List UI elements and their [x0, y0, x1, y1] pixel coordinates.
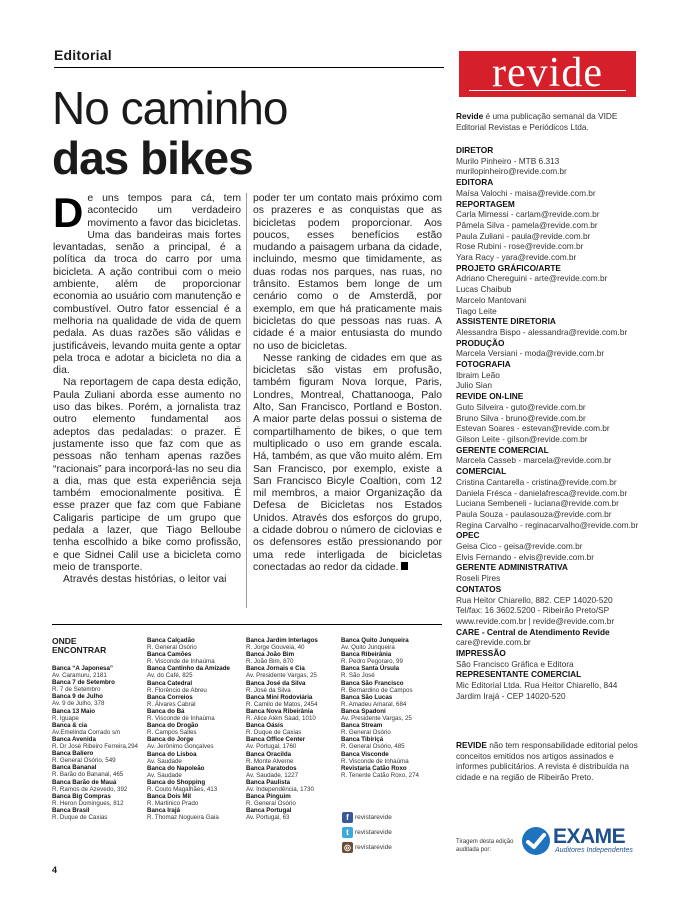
social-links: [342, 812, 392, 853]
staff-line: Maísa Valochi - maisa@revide.com.br: [456, 187, 596, 198]
exame-subtitle: Auditores Independentes: [555, 847, 633, 854]
revide-logo: [459, 51, 636, 97]
directory-entry: [246, 680, 338, 694]
directory-entry: [341, 751, 441, 765]
newsstand-name: Banca Visconde: [341, 750, 389, 758]
staff-heading: OPEC: [456, 530, 480, 541]
twitter-link[interactable]: t revistarevide: [342, 827, 392, 838]
directory-entry: [341, 651, 441, 665]
masthead-intro: Revide é uma publicação semanal da VIDE Editorial Revistas e Periódicos Ltda.: [456, 111, 618, 132]
staff-heading: PRODUÇÃO: [456, 337, 505, 348]
staff-line: Paula Souza - paulasouza@revide.com.br: [456, 508, 612, 519]
staff-line: Ibraim Leão: [456, 369, 500, 380]
page-number: 4: [52, 865, 58, 875]
staff-line: Roseli Pires: [456, 573, 501, 584]
newsstand-address: R. General Osório, 549: [52, 757, 116, 765]
article-column-1: [53, 189, 241, 587]
newsstand-address: Av. Saudade: [147, 771, 182, 779]
newsstand-address: R. João Bim, 870: [246, 658, 294, 666]
staff-line: Bruno Silva - bruno@revide.com.br: [456, 412, 586, 423]
directory-entry: [147, 765, 239, 779]
staff-line: Julio Sian: [456, 380, 492, 391]
directory-entry: [341, 637, 441, 651]
staff-line: www.revide.com.br | revide@revide.com.br: [456, 615, 615, 626]
staff-line: Daniela Frésca - danielafresca@revide.com.br: [456, 487, 628, 498]
newsstand-address: R. São José: [341, 672, 375, 680]
newsstand-address: R. Duque de Caxias: [246, 729, 302, 737]
newsstand-address: R. Tenente Catão Roxo, 274: [341, 771, 419, 779]
article-paragraph: Na reportagem de capa desta edição, Paula Zuliani aborda esse aumento no uso das bikes. Porém, a jornalista traz outro elemento fundamental aos adeptos das pedaladas: o prazer. É justamente isso que faz com que as pessoas não tenham apenas razões “racionais” para incorporá-las no seu dia a dia, mas que esta experiência seja também emocionalmente positiva. É esse prazer que faz com que Fabiane Caligaris participe de um grupo que pedala a lazer, que Tiago Belloube tenha escolhido a bike como profissão, e que Sidnei Calil use a bicicleta como meio de transporte.: [53, 377, 241, 573]
directory-entry: [147, 651, 239, 665]
staff-heading: REVIDE ON-LINE: [456, 391, 524, 402]
staff-line: Marcelo Mantovani: [456, 294, 527, 305]
section-label: Editorial: [54, 47, 112, 63]
newsstand-address: R. Visconde de Inhaúma: [147, 658, 215, 666]
staff-line: Carla Mimessi - carlam@revide.com.br: [456, 209, 600, 220]
directory-entry: [52, 722, 142, 736]
newsstand-name: Banca Dois Mil: [147, 793, 192, 801]
newsstand-name: Banca 7 de Setembro: [52, 679, 115, 687]
directory-entry: [147, 807, 239, 821]
newsstand-address: Av. Quito Junqueira: [341, 644, 395, 652]
newsstand-address: Av. Saudade, 1227: [246, 771, 299, 779]
staff-line: São Francisco Gráfica e Editora: [456, 658, 574, 669]
directory-entry: [147, 708, 239, 722]
directory-entry: [246, 765, 338, 779]
directory-entry: [147, 680, 239, 694]
staff-line: Tel/fax: 16 3602.5200 - Ribeirão Preto/SP: [456, 605, 610, 616]
newsstand-address: R. Florêncio de Abreu: [147, 686, 207, 694]
staff-line: Yara Racy - yara@revide.com.br: [456, 252, 577, 263]
twitter-icon: t: [342, 827, 353, 838]
newsstand-address: R. Iguape: [52, 714, 79, 722]
newsstand-name: Banca São Lucas: [341, 693, 393, 701]
directory-entry: [246, 694, 338, 708]
newsstand-name: Banca João Bim: [246, 651, 295, 659]
directory-column-1: [52, 665, 142, 821]
directory-entry: [147, 722, 239, 736]
directory-entry: [341, 736, 441, 750]
staff-line: Rose Rubini - rose@revide.com.br: [456, 241, 584, 252]
staff-line: Tiago Leite: [456, 305, 497, 316]
newsstand-name: Banca São Francisco: [341, 679, 404, 687]
directory-entry: [147, 637, 239, 651]
newsstand-name: Banca Quito Junqueira: [341, 637, 409, 644]
directory-entry: [147, 793, 239, 807]
newsstand-address: R. José da Silva: [246, 686, 291, 694]
newsstand-name: Banca Cantinho da Amizade: [147, 665, 230, 673]
newsstand-name: Banca & cia: [52, 721, 88, 729]
directory-column-3: [246, 637, 338, 821]
newsstand-address: R. Dr José Ribeiro Ferreira,294: [52, 743, 138, 751]
newsstand-address: R. Monte Alverne: [246, 757, 294, 765]
directory-entry: [341, 694, 441, 708]
newsstand-name: Banca Camões: [147, 651, 192, 659]
staff-line: Marcela Casseb - marcela@revide.com.br: [456, 455, 612, 466]
newsstand-address: R. Thomaz Nogueira Gaia: [147, 814, 219, 822]
staff-line: Alessandra Bispo - alessandra@revide.com.br: [456, 326, 628, 337]
directory-entry: [341, 665, 441, 679]
staff-heading: DIRETOR: [456, 145, 494, 155]
exame-wordmark: EXAME: [553, 825, 626, 848]
newsstand-name: Banca 13 Maio: [52, 707, 95, 715]
newsstand-address: Av. Caramuru, 2181: [52, 672, 107, 680]
newsstand-address: R. Bernardino de Campos: [341, 686, 413, 694]
directory-entry: [147, 779, 239, 793]
headline-line2: das bikes: [52, 132, 253, 184]
staff-list: [456, 145, 642, 702]
newsstand-address: R. Ramos de Azevedo, 392: [52, 785, 128, 793]
newsstand-address: Av. Saudade: [147, 757, 182, 765]
newsstand-address: R. Barão do Bananal, 465: [52, 771, 124, 779]
staff-line: Adriano Chereguini - arte@revide.com.br: [456, 273, 608, 284]
staff-heading: PROJETO GRÁFICO/ARTE: [456, 262, 561, 273]
staff-line: Estevan Soares - estevan@revide.com.br: [456, 423, 610, 434]
newsstand-name: Banca Barão de Mauá: [52, 778, 117, 786]
staff-heading: GERENTE COMERCIAL: [456, 444, 549, 455]
newsstand-name: Banca Paratodos: [246, 764, 297, 772]
disclaimer: REVIDE não tem responsabilidade editorial pelos conceitos emitidos nos artigos assinados e informes publicitários. A revista é distribuída na cidade e na região de Ribeirão Preto.: [456, 740, 638, 783]
newsstand-name: Banca Spadoni: [341, 707, 386, 715]
instagram-icon: ◎: [342, 842, 353, 853]
newsstand-address: R. 7 de Setembro: [52, 686, 101, 694]
newsstand-address: R. Visconde de Inhaúma: [341, 757, 409, 765]
directory-column-4: [341, 637, 441, 779]
article-paragraph: Através destas histórias, o leitor vai: [63, 574, 227, 586]
newsstand-name: Banca Jornais e Cia: [246, 665, 305, 673]
newsstand-name: Banca Calçadão: [147, 637, 195, 644]
end-mark-icon: [401, 562, 408, 570]
staff-line: murilopinheiro@revide.com.br: [456, 166, 567, 177]
newsstand-address: Av. Portugal, 1760: [246, 743, 297, 751]
facebook-icon: f: [342, 812, 353, 823]
directory-rule: [52, 624, 442, 625]
newsstand-address: Av. 9 de Julho, 378: [52, 700, 105, 708]
newsstand-address: R. Duque de Caxias: [52, 813, 108, 821]
staff-heading: REPRESENTANTE COMERCIAL: [456, 669, 582, 680]
newsstand-name: Banca Catedral: [147, 679, 193, 687]
staff-heading: EDITORA: [456, 177, 494, 188]
audit-note: Tiragem desta edição auditada por:: [456, 839, 514, 853]
directory-entry: [341, 708, 441, 722]
staff-heading: FOTOGRAFIA: [456, 359, 511, 370]
newsstand-address: R. Couto Magalhães, 413: [147, 785, 218, 793]
directory-entry: [147, 694, 239, 708]
staff-line: Regina Carvalho - reginacarvalho@revide.com.br: [456, 519, 639, 530]
logo-underline: [469, 90, 626, 91]
staff-line: Jardim Irajá - CEP 14020-520: [456, 690, 566, 701]
newsstand-name: Banca do Shopping: [147, 778, 206, 786]
newsstand-name: Banca Brasil: [52, 806, 90, 814]
directory-entry: [246, 736, 338, 750]
staff-heading: REPORTAGEM: [456, 198, 515, 209]
newsstand-name: Banca do Bá: [147, 707, 185, 715]
instagram-link[interactable]: ◎ revistarevide: [344, 843, 392, 852]
newsstand-name: Banca José da Silva: [246, 679, 306, 687]
directory-entry: [246, 708, 338, 722]
directory-entry: [52, 693, 142, 707]
directory-entry: [246, 722, 338, 736]
staff-line: Murilo Pinheiro - MTB 6.313: [456, 155, 560, 166]
staff-line: Cristina Cantarella - cristina@revide.com.br: [456, 476, 617, 487]
directory-entry: [52, 736, 142, 750]
article-column-2: [253, 193, 442, 574]
newsstand-name: Banca Stream: [341, 722, 383, 730]
newsstand-address: R. Heron Domingues, 812: [52, 799, 124, 807]
directory-entry: [341, 765, 441, 779]
newsstand-address: R. General Osório, 485: [341, 743, 405, 751]
newsstand-address: Av. Jerônimo Gonçalves: [147, 743, 214, 751]
newsstand-address: Av.Emelinda Corrado s/n: [52, 728, 121, 736]
newsstand-address: R. Alice Além Saad, 1010: [246, 715, 316, 723]
staff-heading: ASSISTENTE DIRETORIA: [456, 316, 556, 327]
newsstand-name: Banca Oásis: [246, 722, 284, 730]
newsstand-address: R. General Osório: [341, 729, 391, 737]
directory-entry: [52, 708, 142, 722]
staff-heading: COMERCIAL: [456, 466, 507, 477]
staff-line: Mic Editorial Ltda. Rua Heitor Chiarello, 844: [456, 680, 618, 691]
newsstand-address: R. Visconde de Inhaúma: [147, 715, 215, 723]
newsstand-address: Av. Presidente Vargas, 25: [341, 715, 412, 723]
directory-entry: [52, 793, 142, 807]
staff-line: Rua Heitor Chiarello, 882. CEP 14020-520: [456, 594, 613, 605]
staff-line: Elvis Fernando - elvis@revide.com.br: [456, 551, 594, 562]
headline-line1: No caminho: [52, 82, 288, 134]
directory-entry: [246, 793, 338, 807]
directory-entry: [147, 751, 239, 765]
article-paragraph: poder ter um contato mais próximo com os prazeres e as conquistas que as bicicletas podem proporcionar. Aos poucos, esses benefícios estão mudando a paisagem urbana da cidade, incluindo, mesmo que timidamente, as duas rodas nos parques, nas ruas, no trânsito. Estamos bem longe de um cenário como o de Amsterdã, por exemplo, em que há praticamente mais bicicletas do que pessoas nas ruas. A cidade é a maior entusiasta do mundo no uso de bicicletas.: [253, 193, 442, 352]
where-to-find-title: ONDE ENCONTRAR: [52, 636, 107, 655]
staff-heading: CONTATOS: [456, 583, 502, 594]
newsstand-name: Banca Big Compras: [52, 792, 111, 800]
staff-line: care@revide.com.br: [456, 637, 531, 648]
newsstand-name: Banca Pinguim: [246, 793, 291, 801]
directory-entry: [246, 665, 338, 679]
exame-check-icon: [521, 826, 551, 856]
staff-line: Geisa Cico - geisa@revide.com.br: [456, 541, 583, 552]
directory-entry: [52, 665, 142, 679]
directory-entry: [341, 680, 441, 694]
directory-entry: [147, 736, 239, 750]
section-rule: [54, 67, 444, 68]
newsstand-name: Banca Tibiriçá: [341, 736, 384, 744]
newsstand-name: Banca Mini Rodoviária: [246, 693, 313, 701]
logo-wordmark: revide: [492, 50, 603, 96]
staff-heading: GERENTE ADMINISTRATIVA: [456, 562, 568, 573]
newsstand-address: Av. Presidente Vargas, 25: [246, 672, 317, 680]
newsstand-address: Av. Portugal, 63: [246, 814, 290, 822]
newsstand-name: Banca Oracilda: [246, 750, 292, 758]
newsstand-name: Banca “A Japonesa”: [52, 665, 113, 672]
directory-column-2: [147, 637, 239, 821]
newsstand-name: Banca Baliero: [52, 750, 94, 758]
newsstand-address: R. Camilo de Matos, 2454: [246, 700, 318, 708]
newsstand-name: Banca Correios: [147, 693, 193, 701]
newsstand-name: Banca Jardim Interlagos: [246, 637, 318, 644]
directory-entry: [341, 722, 441, 736]
staff-line: Gilson Leite - gilson@revide.com.br: [456, 433, 588, 444]
newsstand-name: Banca do Jorge: [147, 736, 194, 744]
newsstand-name: Banca Bananal: [52, 764, 97, 772]
staff-heading: IMPRESSÃO: [456, 648, 506, 659]
directory-entry: [52, 764, 142, 778]
staff-line: Paula Zuliani - paula@revide.com.br: [456, 230, 591, 241]
directory-entry: [52, 679, 142, 693]
article-paragraph: De uns tempos para cá, tem acontecido um verdadeiro movimento a favor das bicicletas. Uma das bandeiras mais fortes levantadas, senão a principal, é a política da troca do carro por uma bicicleta. A ação contribui com o meio ambiente, além de proporcionar economia ao usuário com manutenção e combustível. Outro fator essencial é a melhoria na qualidade de vida de quem pedala. As duas razões são válidas e justificáveis, levando muita gente a optar pela troca e adotar a bicicleta no dia a dia.: [53, 189, 241, 377]
column-divider: [246, 193, 247, 608]
directory-entry: [52, 779, 142, 793]
newsstand-address: R. Jorge Gouveia, 40: [246, 644, 305, 652]
newsstand-address: R. Amadeu Amaral, 684: [341, 700, 407, 708]
newsstand-name: Banca Irajá: [147, 807, 181, 815]
newsstand-name: Banca do Lisboa: [147, 750, 197, 758]
newsstand-name: Banca Office Center: [246, 736, 306, 744]
newsstand-name: Banca do Drogão: [147, 722, 199, 730]
staff-line: Luciana Sembeneli - luciana@revide.com.br: [456, 498, 619, 509]
directory-entry: [52, 807, 142, 821]
newsstand-address: R. Pedro Pegoraro, 99: [341, 658, 403, 666]
newsstand-name: Banca Paulista: [246, 778, 291, 786]
directory-entry: [147, 665, 239, 679]
newsstand-address: R. Álvares Cabral: [147, 700, 196, 708]
staff-line: Marcela Versiani - moda@revide.com.br: [456, 348, 605, 359]
newsstand-name: Banca Ribeirânia: [341, 651, 392, 659]
newsstand-name: Banca Avenida: [52, 735, 96, 743]
directory-entry: [246, 637, 338, 651]
newsstand-address: Av. do Café, 825: [147, 672, 193, 680]
directory-entry: [246, 751, 338, 765]
newsstand-name: Banca Portugal: [246, 807, 292, 815]
newsstand-name: Banca do Napoleão: [147, 764, 205, 772]
newsstand-name: Banca 9 de Julho: [52, 693, 103, 701]
newsstand-name: Banca Santa Úrsula: [341, 665, 400, 673]
directory-entry: [246, 779, 338, 793]
staff-line: Pâmela Silva - pamela@revide.com.br: [456, 219, 598, 230]
directory-entry: [52, 750, 142, 764]
newsstand-address: Av. Independência, 1730: [246, 785, 314, 793]
newsstand-address: R. General Osório: [147, 644, 197, 652]
newsstand-address: R. Martinico Prado: [147, 800, 199, 808]
article-paragraph: Nesse ranking de cidades em que as bicicletas são vistas em profusão, também figuram Nova Iorque, Paris, Londres, Montreal, Chattanooga, Palo Alto, San Francisco, Portland e Boston. A maior parte delas possui o sistema de compartilhamento de bikes, o que tem multiplicado o uso em grande escala. Há, também, as que vão muito além. Em San Francisco, por exemplo, existe a San Francisco Bicyle Coaltion, com 12 mil membros, a maior Organização da Defesa de Bicicletas nos Estados Unidos. Através dos esforços do grupo, a cidade dobrou o número de ciclovias e os defensores estão pressionando por uma rede interligada de bicicletas conectadas ao redor da cidade.: [253, 352, 442, 573]
newsstand-address: R. General Osório: [246, 800, 296, 808]
newsstand-name: Banca Nova Ribeirânia: [246, 707, 314, 715]
directory-entry: [246, 651, 338, 665]
newsstand-address: R. Campos Salles: [147, 729, 197, 737]
drop-cap: D: [53, 189, 84, 236]
staff-line: Lucas Chaibub: [456, 284, 512, 295]
newsstand-name: Revistaria Catão Roxo: [341, 764, 407, 772]
exame-logo: [521, 825, 641, 857]
staff-heading: CARE - Central de Atendimento Revide: [456, 626, 610, 637]
staff-line: Guto Silveira - guto@revide.com.br: [456, 401, 586, 412]
directory-entry: [246, 807, 338, 821]
facebook-link[interactable]: f revistarevide: [342, 812, 392, 823]
